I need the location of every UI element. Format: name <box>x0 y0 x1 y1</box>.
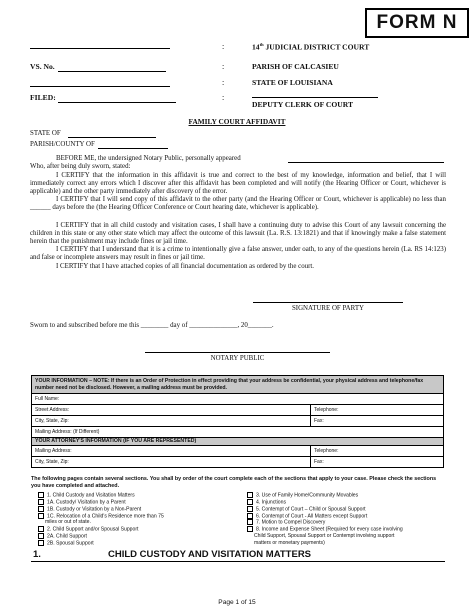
checklist-item[interactable]: 7. Motion to Compel Discovery <box>247 519 447 526</box>
affiant-name-line[interactable] <box>288 162 444 163</box>
checkbox-icon[interactable] <box>247 506 253 512</box>
checklist-item[interactable]: 1C. Relocation of a Child's Residence more than 75 <box>38 513 238 520</box>
section-number: 1. <box>33 549 41 560</box>
city-state-zip-field[interactable]: City, State, Zip: <box>32 416 311 427</box>
attorney-telephone-field[interactable]: Telephone: <box>311 446 444 457</box>
full-name-field[interactable]: Full Name: <box>32 394 444 405</box>
checklist-item[interactable]: 1. Child Custody and Visitation Matters <box>38 492 238 499</box>
checkbox-icon[interactable] <box>247 513 253 519</box>
court-number: 14 <box>252 42 260 52</box>
checklist-item[interactable]: 6. Contempt of Court - All Matters except Support <box>247 513 447 520</box>
certify-paragraph: I CERTIFY that the information in this affidavit is true and correct to the best of my knowledge, information and belief, that I will immediately correct any errors which I discover after this affidavit has been completed and will notify (the Hearing Officer or Court, whichever is applicable) and the other party immediately after discovery of the error. <box>30 172 446 195</box>
court-name-text: JUDICIAL DISTRICT COURT <box>263 42 370 52</box>
checklist-item-continued: matters or monetary payments) <box>254 539 325 546</box>
checkbox-icon[interactable] <box>247 526 253 532</box>
attorney-header: YOUR ATTORNEY'S INFORMATION (IF YOU ARE REPRESENTED) <box>32 438 444 446</box>
checklist-left <box>38 492 238 546</box>
plaintiff-line[interactable] <box>30 48 170 49</box>
checkbox-icon[interactable] <box>38 492 44 498</box>
telephone-field[interactable]: Telephone: <box>311 405 444 416</box>
checkbox-icon[interactable] <box>38 506 44 512</box>
attorney-mailing-field[interactable]: Mailing Address: <box>32 446 311 457</box>
checkbox-icon[interactable] <box>38 513 44 519</box>
form-label: FORM N <box>365 8 469 38</box>
state-of-line[interactable] <box>68 137 156 138</box>
checklist-item[interactable]: 2B. Spousal Support <box>38 540 238 547</box>
filed-label: FILED: <box>30 93 56 102</box>
checklist-item[interactable]: 1A. Custody/ Visitation by a Parent <box>38 499 238 506</box>
vs-no-label: VS. No. <box>30 62 55 71</box>
certify-paragraph: I CERTIFY that I will send copy of this affidavit to the other party (and the Hearing Officer or Court, whichever is applicable) no less than ______ days before the (the Hearing Officer Conference or Court hearing date, whichever is applicable). <box>30 196 446 211</box>
info-notice: YOUR INFORMATION – NOTE: If there is an Order of Protection in effect providing that your address be confidential, your physical address and telephone/fax number need not be disclosed. However, a mailing address must be provided. <box>32 376 444 394</box>
state-of-label: STATE OF <box>30 130 61 137</box>
mailing-address-field[interactable]: Mailing Address: (If Different) <box>32 427 444 438</box>
checklist-item-continued: Child Support, Spousal Support or Contempt involving support <box>254 533 395 540</box>
state-name: STATE OF LOUISIANA <box>252 78 333 87</box>
checklist-item[interactable]: 5. Contempt of Court – Child or Spousal Support <box>247 506 447 513</box>
certify-paragraph: I CERTIFY that in all child custody and visitation cases, I shall have a continuing duty to advise this Court of any lawsuit concerning the children in this state or any other state which may affect the outcome of this lawsuit (La. R.S. 13:1821) and that if knowingly make a false statement herein that the punishment may include fines or jail time. <box>30 222 446 245</box>
court-superscript: th <box>259 42 264 47</box>
checkbox-icon[interactable] <box>38 526 44 532</box>
checkbox-icon[interactable] <box>247 519 253 525</box>
checklist-item[interactable]: 2. Child Support and/or Spousal Support <box>38 526 238 533</box>
checklist-item[interactable]: 3. Use of Family Home/Community Movables <box>247 492 447 499</box>
court-name <box>252 42 369 52</box>
parish-name: PARISH OF CALCASIEU <box>252 62 339 71</box>
checkbox-icon[interactable] <box>38 533 44 539</box>
parish-county-line[interactable] <box>98 148 168 149</box>
case-number-line[interactable] <box>58 71 166 72</box>
section-rule <box>31 561 445 562</box>
checklist-item[interactable]: 1B. Custody or Visitation by a Non-Parent <box>38 506 238 513</box>
street-address-field[interactable]: Street Address: <box>32 405 311 416</box>
certify-paragraph: I CERTIFY that I understand that it is a crime to intentionally give a false answer, under oath, to any of the questions herein (La. RS 14:123) and false or incomplete answers may result in fines or jail time. <box>30 246 446 261</box>
signature-label: SIGNATURE OF PARTY <box>291 305 365 312</box>
filed-date-line[interactable] <box>58 102 176 103</box>
caption-colon: : <box>222 93 225 102</box>
certify-paragraph: I CERTIFY that I have attached copies of all financial documentation as ordered by the court. <box>56 263 315 270</box>
signature-line[interactable] <box>253 302 403 303</box>
sworn-text: Who, after being duly sworn, stated: <box>30 163 131 170</box>
parish-county-label: PARISH/COUNTY OF <box>30 141 95 148</box>
page-number: Page 1 of 15 <box>218 599 256 606</box>
caption-colon: : <box>222 78 225 87</box>
party-info-table <box>31 375 444 468</box>
checklist-item[interactable]: 4. Injunctions <box>247 499 447 506</box>
notary-signature-line[interactable] <box>145 352 330 353</box>
checklist-item-continued: miles or out of state. <box>45 519 91 526</box>
notary-label: NOTARY PUBLIC <box>210 355 265 362</box>
checkbox-icon[interactable] <box>247 499 253 505</box>
section-title: CHILD CUSTODY AND VISITATION MATTERS <box>108 549 312 560</box>
fax-field[interactable]: Fax: <box>311 416 444 427</box>
affidavit-title: FAMILY COURT AFFIDAVIT <box>188 117 286 126</box>
sworn-before-text: Sworn to and subscribed before me this ________ day of ______________, 20_______. <box>30 322 274 329</box>
deputy-clerk-label: DEPUTY CLERK OF COURT <box>252 100 354 109</box>
caption-colon: : <box>222 62 225 71</box>
checkbox-icon[interactable] <box>247 492 253 498</box>
attorney-fax-field[interactable]: Fax: <box>311 457 444 468</box>
checkbox-icon[interactable] <box>38 540 44 546</box>
checkbox-icon[interactable] <box>38 499 44 505</box>
checklist-item[interactable]: 8. Income and Expense Sheet (Required for every case involving <box>247 526 447 533</box>
before-me-text: BEFORE ME, the undersigned Notary Public, personally appeared <box>56 155 241 162</box>
checklist-right <box>247 492 447 546</box>
deputy-signature-line[interactable] <box>252 97 378 98</box>
caption-colon: : <box>222 42 225 51</box>
defendant-line[interactable] <box>30 86 170 87</box>
instructions-text: The following pages contain several sections. You shall by order of the court complete each of the sections that apply to your case. Please check the sections you have completed and attached. <box>31 476 437 489</box>
attorney-city-field[interactable]: City, State, Zip: <box>32 457 311 468</box>
checklist-item[interactable]: 2A. Child Support <box>38 533 238 540</box>
